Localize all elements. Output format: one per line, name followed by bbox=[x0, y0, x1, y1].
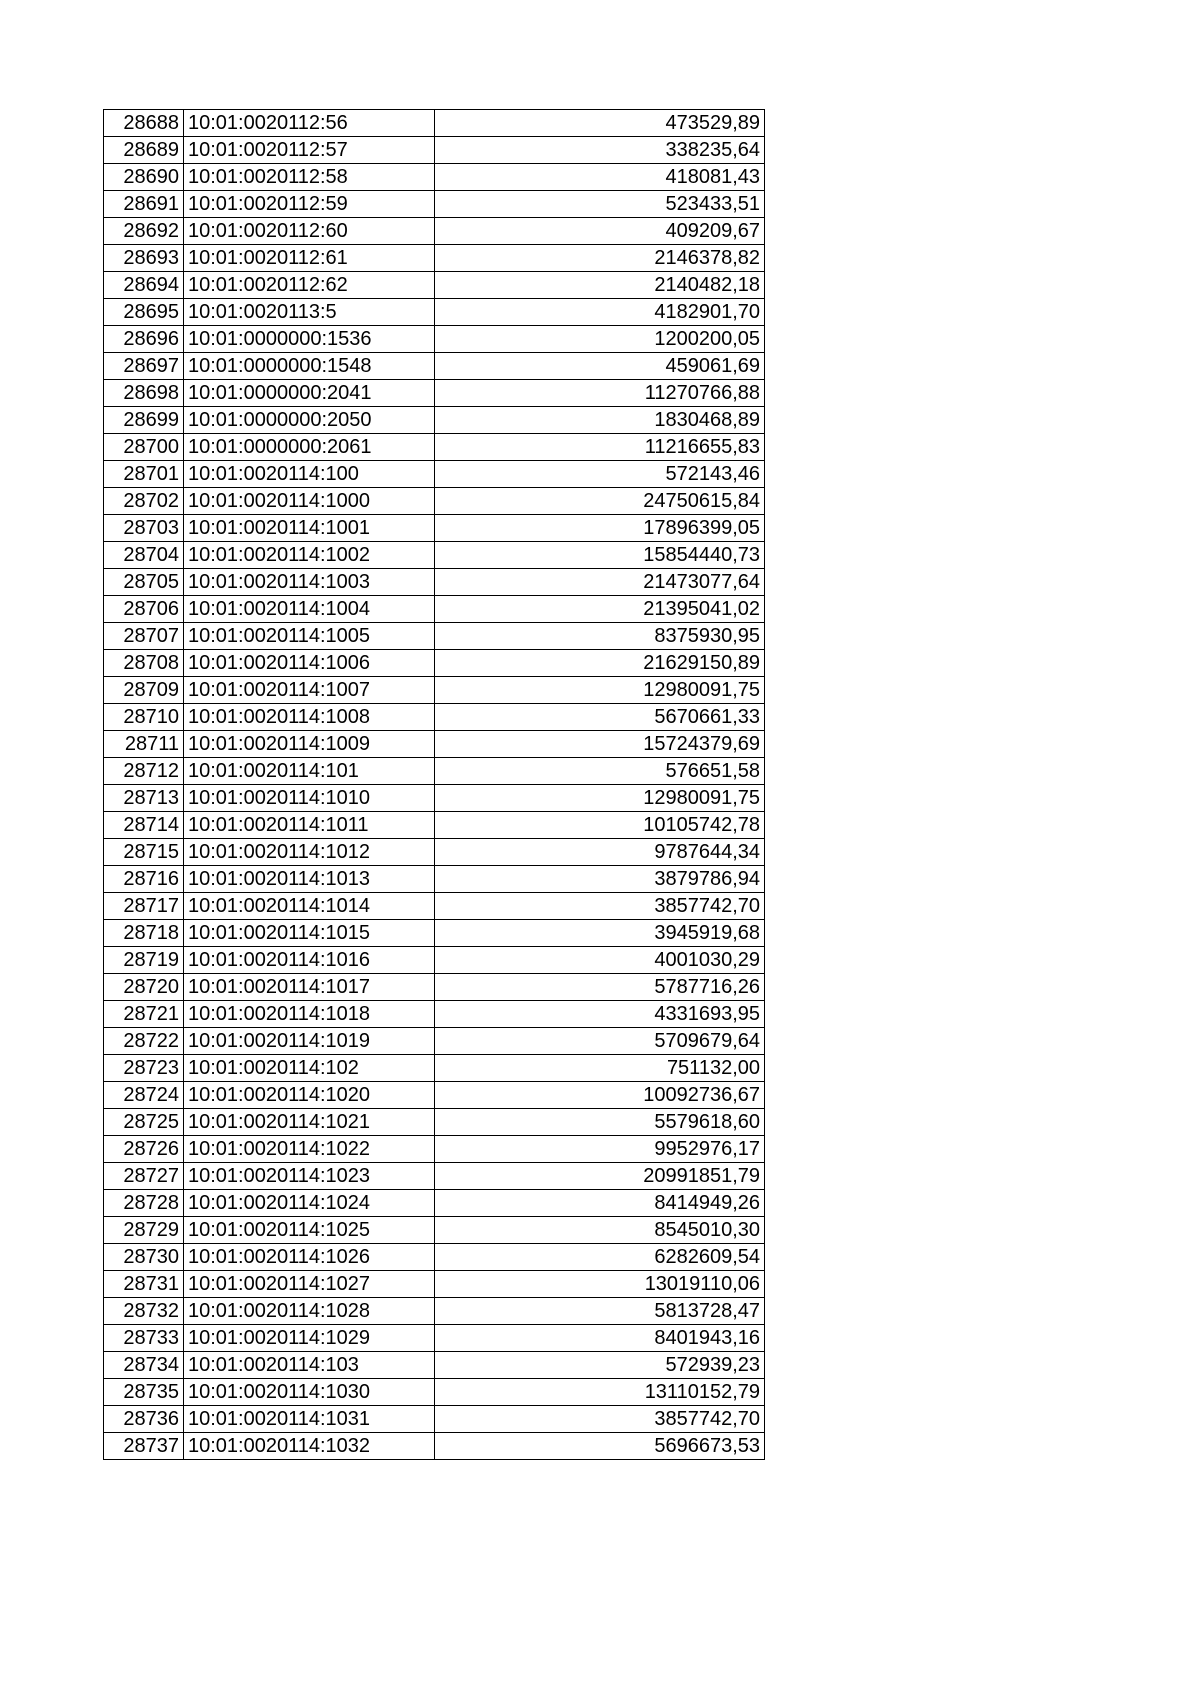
row-number-cell: 28716 bbox=[104, 866, 184, 893]
value-cell: 9952976,17 bbox=[435, 1136, 765, 1163]
table-row bbox=[104, 407, 765, 434]
cadastral-number-cell: 10:01:0020114:1012 bbox=[184, 839, 435, 866]
table-row bbox=[104, 569, 765, 596]
value-cell: 3857742,70 bbox=[435, 893, 765, 920]
table-row bbox=[104, 1217, 765, 1244]
cadastral-number-cell: 10:01:0020114:1021 bbox=[184, 1109, 435, 1136]
row-number-cell: 28714 bbox=[104, 812, 184, 839]
table-row bbox=[104, 1433, 765, 1460]
cadastral-number-cell: 10:01:0020114:101 bbox=[184, 758, 435, 785]
value-cell: 21395041,02 bbox=[435, 596, 765, 623]
row-number-cell: 28731 bbox=[104, 1271, 184, 1298]
value-cell: 21473077,64 bbox=[435, 569, 765, 596]
row-number-cell: 28695 bbox=[104, 299, 184, 326]
row-number-cell: 28705 bbox=[104, 569, 184, 596]
table-row bbox=[104, 110, 765, 137]
row-number-cell: 28734 bbox=[104, 1352, 184, 1379]
row-number-cell: 28690 bbox=[104, 164, 184, 191]
value-cell: 5787716,26 bbox=[435, 974, 765, 1001]
table-row bbox=[104, 272, 765, 299]
value-cell: 17896399,05 bbox=[435, 515, 765, 542]
value-cell: 418081,43 bbox=[435, 164, 765, 191]
value-cell: 2140482,18 bbox=[435, 272, 765, 299]
table-row bbox=[104, 1244, 765, 1271]
table-row bbox=[104, 677, 765, 704]
value-cell: 10105742,78 bbox=[435, 812, 765, 839]
cadastral-number-cell: 10:01:0020114:1000 bbox=[184, 488, 435, 515]
row-number-cell: 28713 bbox=[104, 785, 184, 812]
value-cell: 13110152,79 bbox=[435, 1379, 765, 1406]
value-cell: 751132,00 bbox=[435, 1055, 765, 1082]
row-number-cell: 28692 bbox=[104, 218, 184, 245]
value-cell: 5696673,53 bbox=[435, 1433, 765, 1460]
cadastral-number-cell: 10:01:0000000:2041 bbox=[184, 380, 435, 407]
table-row bbox=[104, 1136, 765, 1163]
cadastral-number-cell: 10:01:0020114:1008 bbox=[184, 704, 435, 731]
row-number-cell: 28721 bbox=[104, 1001, 184, 1028]
cadastral-number-cell: 10:01:0020114:100 bbox=[184, 461, 435, 488]
value-cell: 8545010,30 bbox=[435, 1217, 765, 1244]
table-row bbox=[104, 1325, 765, 1352]
row-number-cell: 28688 bbox=[104, 110, 184, 137]
cadastral-number-cell: 10:01:0020114:1028 bbox=[184, 1298, 435, 1325]
cadastral-number-cell: 10:01:0020114:1004 bbox=[184, 596, 435, 623]
row-number-cell: 28700 bbox=[104, 434, 184, 461]
cadastral-number-cell: 10:01:0020114:1014 bbox=[184, 893, 435, 920]
value-cell: 409209,67 bbox=[435, 218, 765, 245]
row-number-cell: 28717 bbox=[104, 893, 184, 920]
row-number-cell: 28703 bbox=[104, 515, 184, 542]
table-row bbox=[104, 1055, 765, 1082]
cadastral-number-cell: 10:01:0020114:1015 bbox=[184, 920, 435, 947]
cadastral-number-cell: 10:01:0020114:1003 bbox=[184, 569, 435, 596]
row-number-cell: 28696 bbox=[104, 326, 184, 353]
cadastral-number-cell: 10:01:0020112:58 bbox=[184, 164, 435, 191]
row-number-cell: 28719 bbox=[104, 947, 184, 974]
row-number-cell: 28710 bbox=[104, 704, 184, 731]
row-number-cell: 28702 bbox=[104, 488, 184, 515]
table-row bbox=[104, 1271, 765, 1298]
row-number-cell: 28706 bbox=[104, 596, 184, 623]
table-row bbox=[104, 380, 765, 407]
row-number-cell: 28707 bbox=[104, 623, 184, 650]
cadastral-number-cell: 10:01:0020114:1006 bbox=[184, 650, 435, 677]
value-cell: 8375930,95 bbox=[435, 623, 765, 650]
row-number-cell: 28697 bbox=[104, 353, 184, 380]
value-cell: 3945919,68 bbox=[435, 920, 765, 947]
cadastral-number-cell: 10:01:0020114:1018 bbox=[184, 1001, 435, 1028]
table-row bbox=[104, 920, 765, 947]
table-row bbox=[104, 812, 765, 839]
cadastral-number-cell: 10:01:0020114:1023 bbox=[184, 1163, 435, 1190]
row-number-cell: 28694 bbox=[104, 272, 184, 299]
cadastral-number-cell: 10:01:0020114:1029 bbox=[184, 1325, 435, 1352]
value-cell: 6282609,54 bbox=[435, 1244, 765, 1271]
value-cell: 4182901,70 bbox=[435, 299, 765, 326]
table-body bbox=[104, 110, 765, 1460]
row-number-cell: 28728 bbox=[104, 1190, 184, 1217]
value-cell: 15724379,69 bbox=[435, 731, 765, 758]
value-cell: 20991851,79 bbox=[435, 1163, 765, 1190]
row-number-cell: 28737 bbox=[104, 1433, 184, 1460]
value-cell: 13019110,06 bbox=[435, 1271, 765, 1298]
cadastral-number-cell: 10:01:0020114:1009 bbox=[184, 731, 435, 758]
value-cell: 8414949,26 bbox=[435, 1190, 765, 1217]
table-row bbox=[104, 164, 765, 191]
value-cell: 338235,64 bbox=[435, 137, 765, 164]
cadastral-number-cell: 10:01:0020114:1027 bbox=[184, 1271, 435, 1298]
value-cell: 4331693,95 bbox=[435, 1001, 765, 1028]
row-number-cell: 28723 bbox=[104, 1055, 184, 1082]
cadastral-number-cell: 10:01:0020114:1001 bbox=[184, 515, 435, 542]
table-row bbox=[104, 488, 765, 515]
table-row bbox=[104, 1082, 765, 1109]
cadastral-number-cell: 10:01:0020114:1026 bbox=[184, 1244, 435, 1271]
row-number-cell: 28691 bbox=[104, 191, 184, 218]
value-cell: 9787644,34 bbox=[435, 839, 765, 866]
value-cell: 1830468,89 bbox=[435, 407, 765, 434]
row-number-cell: 28736 bbox=[104, 1406, 184, 1433]
row-number-cell: 28720 bbox=[104, 974, 184, 1001]
cadastral-number-cell: 10:01:0000000:1548 bbox=[184, 353, 435, 380]
cadastral-number-cell: 10:01:0020114:1025 bbox=[184, 1217, 435, 1244]
cadastral-number-cell: 10:01:0000000:2061 bbox=[184, 434, 435, 461]
row-number-cell: 28733 bbox=[104, 1325, 184, 1352]
cadastral-number-cell: 10:01:0020114:1013 bbox=[184, 866, 435, 893]
cadastral-number-cell: 10:01:0020114:1020 bbox=[184, 1082, 435, 1109]
table-row bbox=[104, 326, 765, 353]
table-row bbox=[104, 542, 765, 569]
value-cell: 5579618,60 bbox=[435, 1109, 765, 1136]
table-row bbox=[104, 947, 765, 974]
document-sheet bbox=[103, 109, 764, 1460]
row-number-cell: 28698 bbox=[104, 380, 184, 407]
cadastral-number-cell: 10:01:0020113:5 bbox=[184, 299, 435, 326]
row-number-cell: 28693 bbox=[104, 245, 184, 272]
table-row bbox=[104, 1406, 765, 1433]
value-cell: 4001030,29 bbox=[435, 947, 765, 974]
cadastral-number-cell: 10:01:0020114:1024 bbox=[184, 1190, 435, 1217]
cadastral-number-cell: 10:01:0020114:1030 bbox=[184, 1379, 435, 1406]
row-number-cell: 28715 bbox=[104, 839, 184, 866]
row-number-cell: 28729 bbox=[104, 1217, 184, 1244]
table-row bbox=[104, 785, 765, 812]
cadastral-number-cell: 10:01:0000000:2050 bbox=[184, 407, 435, 434]
table-row bbox=[104, 461, 765, 488]
table-row bbox=[104, 434, 765, 461]
row-number-cell: 28725 bbox=[104, 1109, 184, 1136]
cadastral-number-cell: 10:01:0020114:1017 bbox=[184, 974, 435, 1001]
value-cell: 11216655,83 bbox=[435, 434, 765, 461]
row-number-cell: 28727 bbox=[104, 1163, 184, 1190]
table-row bbox=[104, 704, 765, 731]
row-number-cell: 28718 bbox=[104, 920, 184, 947]
row-number-cell: 28724 bbox=[104, 1082, 184, 1109]
table-row bbox=[104, 299, 765, 326]
table-row bbox=[104, 1298, 765, 1325]
row-number-cell: 28730 bbox=[104, 1244, 184, 1271]
row-number-cell: 28708 bbox=[104, 650, 184, 677]
cadastral-number-cell: 10:01:0020112:60 bbox=[184, 218, 435, 245]
row-number-cell: 28701 bbox=[104, 461, 184, 488]
cadastral-number-cell: 10:01:0020114:1010 bbox=[184, 785, 435, 812]
value-cell: 8401943,16 bbox=[435, 1325, 765, 1352]
cadastral-number-cell: 10:01:0020112:57 bbox=[184, 137, 435, 164]
value-cell: 12980091,75 bbox=[435, 785, 765, 812]
cadastral-number-cell: 10:01:0020114:1022 bbox=[184, 1136, 435, 1163]
cadastral-number-cell: 10:01:0020114:1007 bbox=[184, 677, 435, 704]
table-row bbox=[104, 1352, 765, 1379]
table-row bbox=[104, 218, 765, 245]
table-row bbox=[104, 191, 765, 218]
value-cell: 21629150,89 bbox=[435, 650, 765, 677]
cadastral-number-cell: 10:01:0020114:1005 bbox=[184, 623, 435, 650]
table-row bbox=[104, 245, 765, 272]
table-row bbox=[104, 137, 765, 164]
table-row bbox=[104, 893, 765, 920]
row-number-cell: 28709 bbox=[104, 677, 184, 704]
data-table bbox=[103, 109, 765, 1460]
value-cell: 24750615,84 bbox=[435, 488, 765, 515]
cadastral-number-cell: 10:01:0020114:1002 bbox=[184, 542, 435, 569]
cadastral-number-cell: 10:01:0020114:102 bbox=[184, 1055, 435, 1082]
table-row bbox=[104, 1001, 765, 1028]
value-cell: 473529,89 bbox=[435, 110, 765, 137]
row-number-cell: 28711 bbox=[104, 731, 184, 758]
value-cell: 5670661,33 bbox=[435, 704, 765, 731]
row-number-cell: 28732 bbox=[104, 1298, 184, 1325]
table-row bbox=[104, 596, 765, 623]
table-row bbox=[104, 623, 765, 650]
value-cell: 12980091,75 bbox=[435, 677, 765, 704]
row-number-cell: 28712 bbox=[104, 758, 184, 785]
cadastral-number-cell: 10:01:0000000:1536 bbox=[184, 326, 435, 353]
table-row bbox=[104, 974, 765, 1001]
row-number-cell: 28726 bbox=[104, 1136, 184, 1163]
cadastral-number-cell: 10:01:0020114:1032 bbox=[184, 1433, 435, 1460]
value-cell: 459061,69 bbox=[435, 353, 765, 380]
value-cell: 3857742,70 bbox=[435, 1406, 765, 1433]
table-row bbox=[104, 650, 765, 677]
cadastral-number-cell: 10:01:0020112:59 bbox=[184, 191, 435, 218]
table-row bbox=[104, 515, 765, 542]
row-number-cell: 28704 bbox=[104, 542, 184, 569]
value-cell: 11270766,88 bbox=[435, 380, 765, 407]
value-cell: 10092736,67 bbox=[435, 1082, 765, 1109]
table-row bbox=[104, 1379, 765, 1406]
table-row bbox=[104, 1190, 765, 1217]
cadastral-number-cell: 10:01:0020114:1011 bbox=[184, 812, 435, 839]
cadastral-number-cell: 10:01:0020114:103 bbox=[184, 1352, 435, 1379]
value-cell: 523433,51 bbox=[435, 191, 765, 218]
row-number-cell: 28689 bbox=[104, 137, 184, 164]
cadastral-number-cell: 10:01:0020112:62 bbox=[184, 272, 435, 299]
value-cell: 3879786,94 bbox=[435, 866, 765, 893]
value-cell: 5709679,64 bbox=[435, 1028, 765, 1055]
row-number-cell: 28722 bbox=[104, 1028, 184, 1055]
value-cell: 15854440,73 bbox=[435, 542, 765, 569]
table-row bbox=[104, 758, 765, 785]
value-cell: 576651,58 bbox=[435, 758, 765, 785]
table-row bbox=[104, 1109, 765, 1136]
table-row bbox=[104, 1163, 765, 1190]
table-row bbox=[104, 1028, 765, 1055]
row-number-cell: 28735 bbox=[104, 1379, 184, 1406]
cadastral-number-cell: 10:01:0020112:61 bbox=[184, 245, 435, 272]
value-cell: 5813728,47 bbox=[435, 1298, 765, 1325]
value-cell: 2146378,82 bbox=[435, 245, 765, 272]
row-number-cell: 28699 bbox=[104, 407, 184, 434]
table-row bbox=[104, 866, 765, 893]
cadastral-number-cell: 10:01:0020114:1031 bbox=[184, 1406, 435, 1433]
cadastral-number-cell: 10:01:0020114:1019 bbox=[184, 1028, 435, 1055]
cadastral-number-cell: 10:01:0020114:1016 bbox=[184, 947, 435, 974]
value-cell: 572143,46 bbox=[435, 461, 765, 488]
table-row bbox=[104, 731, 765, 758]
cadastral-number-cell: 10:01:0020112:56 bbox=[184, 110, 435, 137]
table-row bbox=[104, 839, 765, 866]
value-cell: 572939,23 bbox=[435, 1352, 765, 1379]
table-row bbox=[104, 353, 765, 380]
value-cell: 1200200,05 bbox=[435, 326, 765, 353]
